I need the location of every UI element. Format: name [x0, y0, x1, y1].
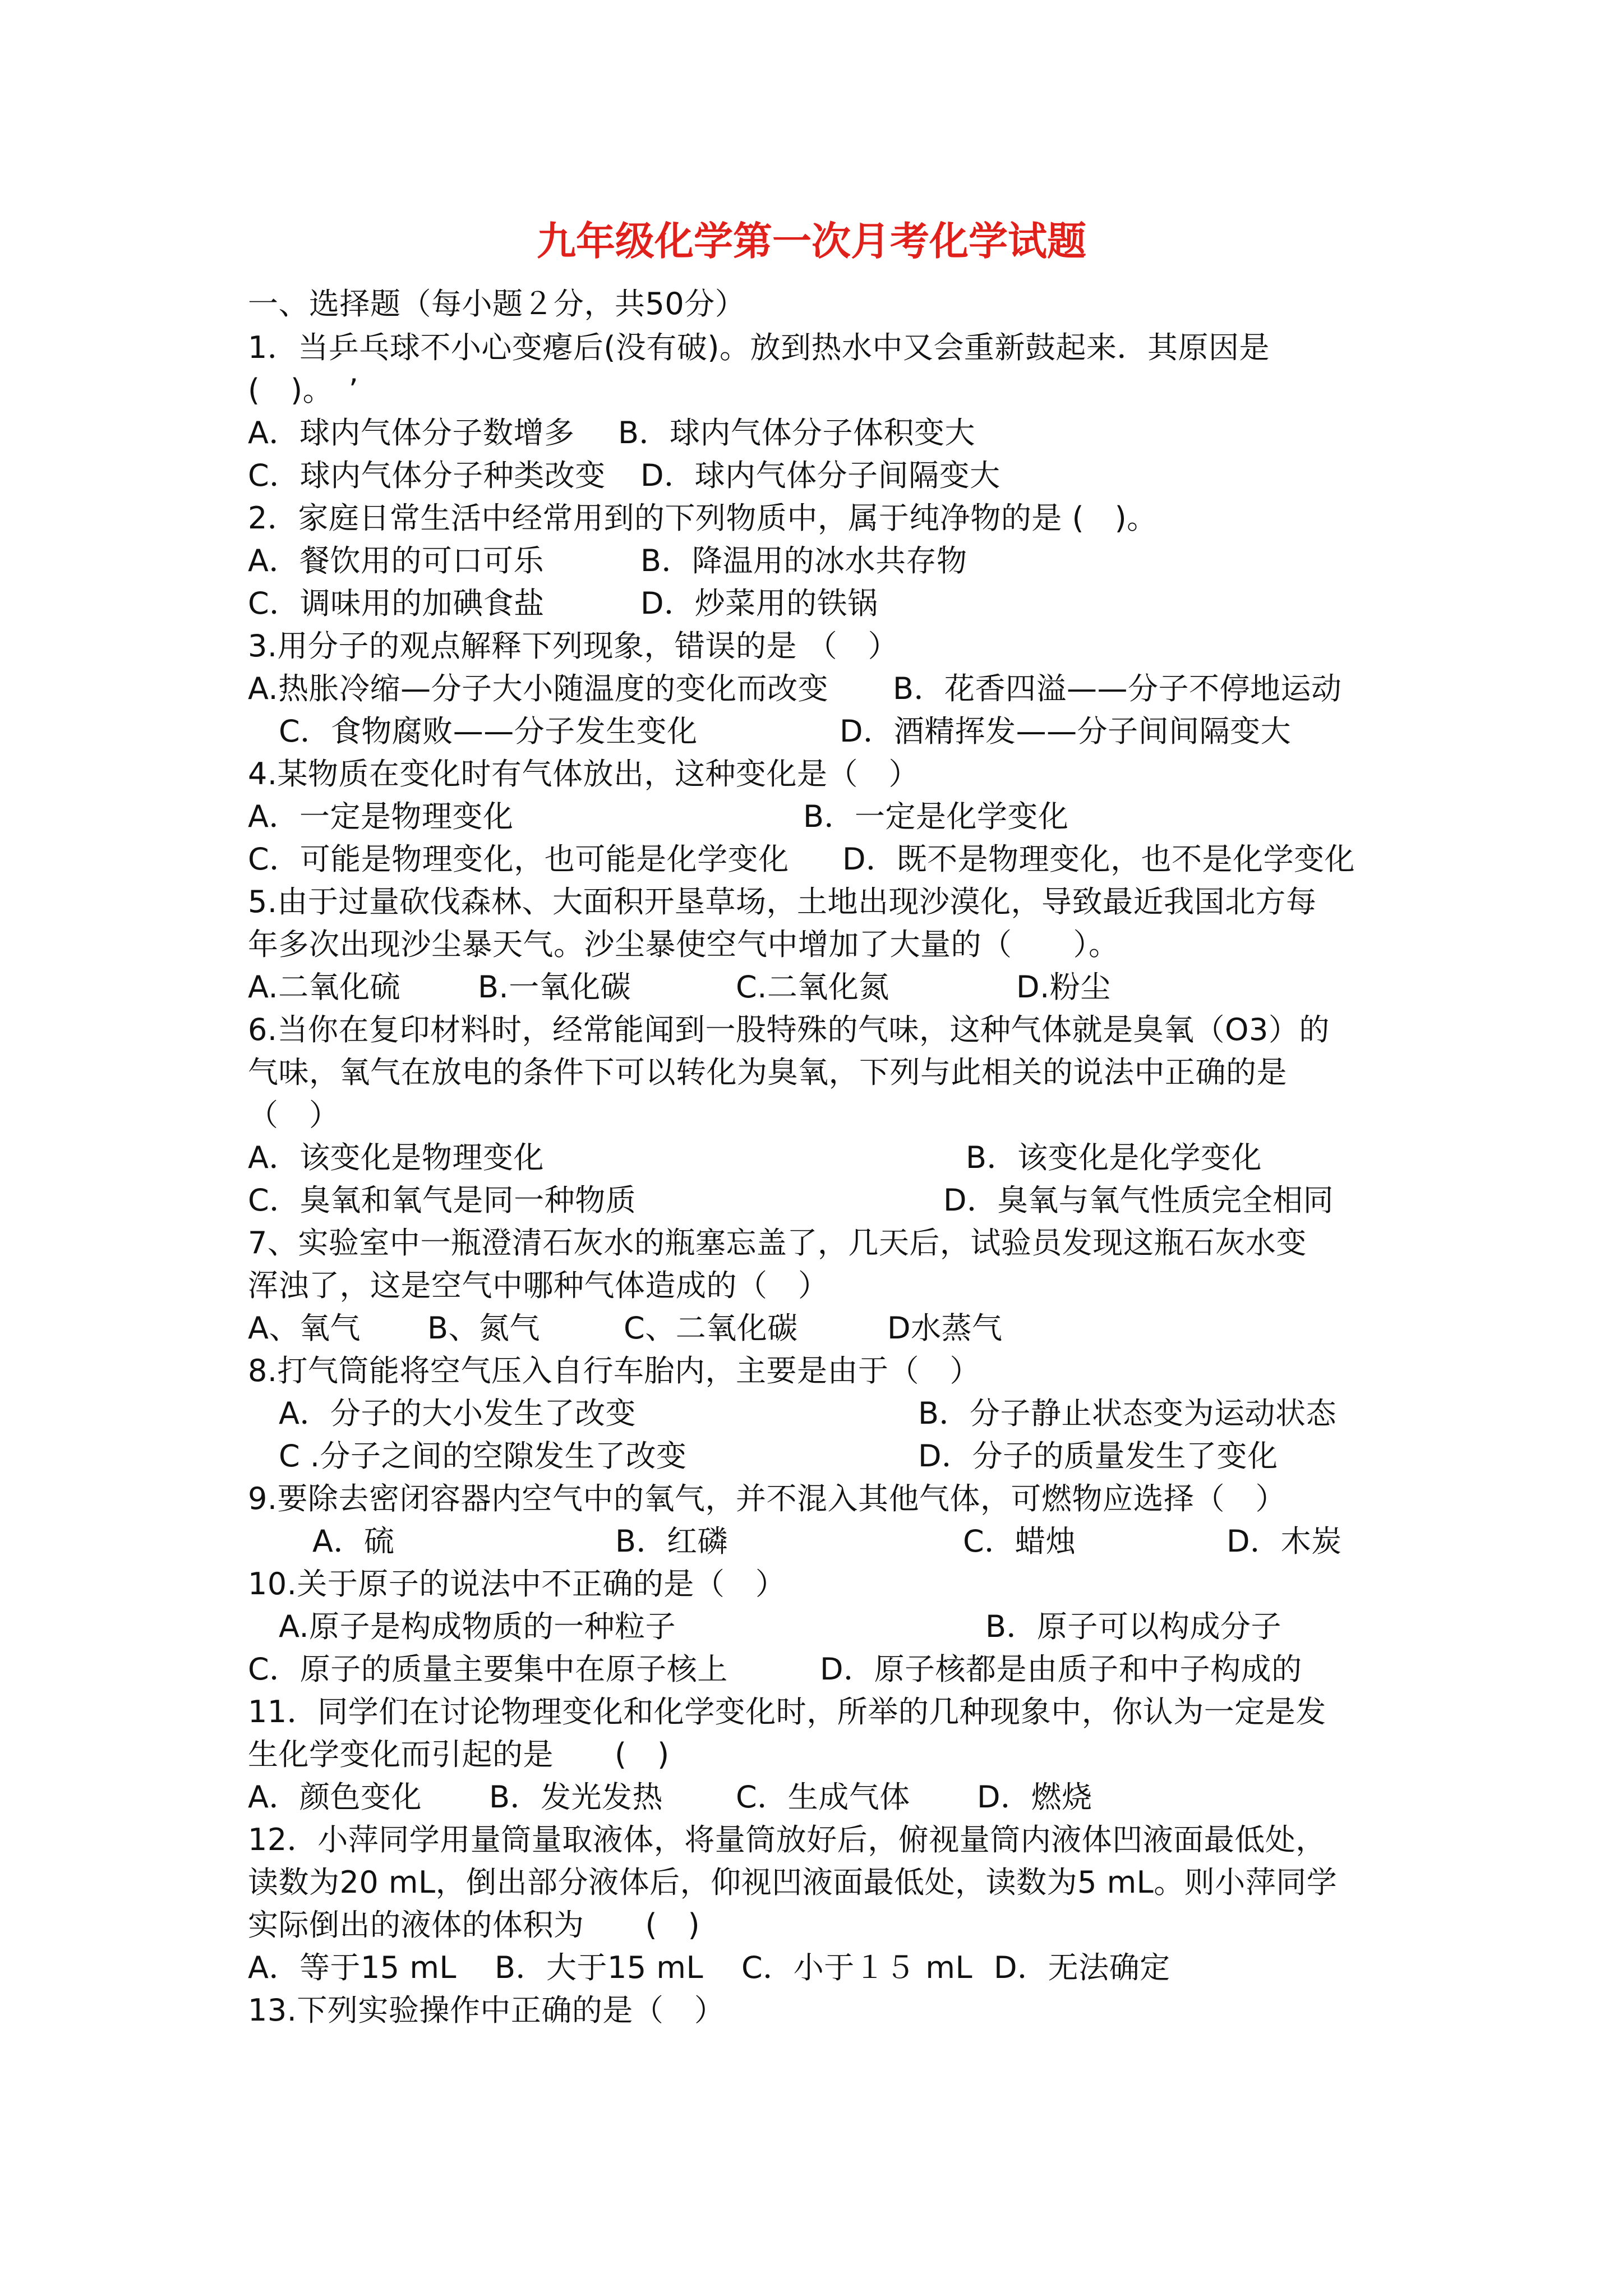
question-5-stem: 5.由于过量砍伐森林、大面积开垦草场，土地出现沙漠化，导致最近我国北方每 [248, 884, 1317, 919]
question-8-options-row1 [279, 1392, 1337, 1435]
option-c: C．原子的质量主要集中在原子核上 [248, 1651, 728, 1687]
option-a: A、氧气 [248, 1310, 361, 1346]
option-c: C．小于１５ mL [741, 1950, 973, 1985]
option-d: D．酒精挥发——分子间间隔变大 [840, 714, 1292, 749]
question-2-options-row2 [248, 582, 878, 625]
option-b: B．该变化是化学变化 [966, 1140, 1262, 1175]
question-9-stem: 9.要除去密闭容器内空气中的氧气，并不混入其他气体，可燃物应选择（ ） [248, 1481, 1287, 1516]
option-a: A．颜色变化 [248, 1779, 422, 1815]
option-a: A．分子的大小发生了改变 [279, 1396, 636, 1431]
option-a: A.热胀冷缩—分子大小随温度的变化而改变 [248, 671, 829, 706]
question-1-stem: 1．当乒乓球不小心变瘪后(没有破)。放到热水中又会重新鼓起来．其原因是 [248, 330, 1270, 365]
option-c: C．可能是物理变化，也可能是化学变化 [248, 841, 789, 877]
question-6-options-row1 [248, 1137, 1262, 1179]
option-a: A．球内气体分子数增多 [248, 415, 575, 450]
option-d: D．臭氧与氧气性质完全相同 [943, 1182, 1334, 1218]
question-10-options-row1 [279, 1605, 1282, 1648]
option-a: A．等于15 mL [248, 1950, 457, 1985]
option-b: B．大于15 mL [495, 1950, 704, 1985]
option-d: D.粉尘 [1016, 969, 1111, 1005]
question-8-options-row2 [279, 1435, 1278, 1478]
page-title: 九年级化学第一次月考化学试题 [537, 218, 1086, 264]
question-4-options-row2 [248, 838, 1355, 881]
question-6-options-row2 [248, 1179, 1334, 1222]
question-6-stem-blank: （ ） [248, 1097, 340, 1133]
option-b: B．降温用的冰水共存物 [640, 543, 967, 578]
option-a: A．一定是物理变化 [248, 799, 514, 834]
option-c: C．调味用的加碘食盐 [248, 586, 545, 621]
option-a: A.二氧化硫 [248, 969, 401, 1005]
question-11-stem-cont: 生化学变化而引起的是 ( ) [248, 1737, 670, 1772]
question-10-stem: 10.关于原子的说法中不正确的是（ ） [248, 1566, 786, 1602]
option-d: D．球内气体分子间隔变大 [640, 458, 1000, 493]
section-heading: 一、选择题（每小题２分，共50分） [248, 286, 746, 321]
question-4-options-row1 [248, 795, 1069, 838]
option-c: C．生成气体 [736, 1779, 910, 1815]
question-3-stem: 3.用分子的观点解释下列现象，错误的是 （ ） [248, 628, 899, 664]
question-2-options-row1 [248, 540, 967, 582]
option-c: C．食物腐败——分子发生变化 [279, 714, 698, 749]
question-7-stem: 7、实验室中一瓶澄清石灰水的瓶塞忘盖了，几天后，试验员发现这瓶石灰水变 [248, 1225, 1307, 1260]
question-6-stem-cont: 气味，氧气在放电的条件下可以转化为臭氧，下列与此相关的说法中正确的是 [248, 1055, 1287, 1090]
question-7-options [248, 1307, 1003, 1350]
question-13-stem: 13.下列实验操作中正确的是（ ） [248, 1993, 725, 2028]
option-b: B.一氧化碳 [478, 969, 631, 1005]
option-d: D．炒菜用的铁锅 [640, 586, 878, 621]
option-c: C．蜡烛 [963, 1524, 1076, 1559]
option-a: A．硫 [312, 1524, 395, 1559]
question-12-stem-cont: 读数为20 mL，倒出部分液体后，仰视凹液面最低处，读数为5 mL。则小萍同学 [248, 1865, 1338, 1900]
question-12-options [248, 1947, 1170, 1989]
question-4-stem: 4.某物质在变化时有气体放出，这种变化是（ ） [248, 756, 920, 792]
question-6-stem: 6.当你在复印材料时，经常能闻到一股特殊的气味，这种气体就是臭氧（O3）的 [248, 1012, 1330, 1047]
question-1-options-row2 [248, 454, 1000, 497]
option-a: A．餐饮用的可口可乐 [248, 543, 544, 578]
question-8-stem: 8.打气筒能将空气压入自行车胎内，主要是由于（ ） [248, 1353, 981, 1388]
option-c: C．臭氧和氧气是同一种物质 [248, 1182, 637, 1218]
option-d: D．无法确定 [994, 1950, 1170, 1985]
option-a: A.原子是构成物质的一种粒子 [279, 1609, 676, 1644]
option-c: C．球内气体分子种类改变 [248, 458, 606, 493]
option-b: B．分子静止状态变为运动状态 [918, 1396, 1337, 1431]
question-11-stem: 11．同学们在讨论物理变化和化学变化时，所举的几种现象中，你认为一定是发 [248, 1694, 1326, 1729]
option-d: D．燃烧 [977, 1779, 1092, 1815]
option-a: A．该变化是物理变化 [248, 1140, 544, 1175]
question-11-options [248, 1776, 1092, 1819]
question-5-stem-cont: 年多次出现沙尘暴天气。沙尘暴使空气中增加了大量的（ ）。 [248, 927, 1119, 962]
question-12-stem-cont2: 实际倒出的液体的体积为 ( ) [248, 1907, 700, 1943]
option-b: B．原子可以构成分子 [985, 1609, 1282, 1644]
question-10-options-row2 [248, 1648, 1302, 1691]
question-2-stem: 2．家庭日常生活中经常用到的下列物质中，属于纯净物的是 ( )。 [248, 500, 1158, 536]
question-5-options [248, 966, 1111, 1009]
option-c: C.二氧化氮 [736, 969, 889, 1005]
option-b: B．花香四溢——分子不停地运动 [893, 671, 1342, 706]
option-b: B．球内气体分子体积变大 [618, 415, 976, 450]
option-d: D水蒸气 [887, 1310, 1003, 1346]
question-1-stem-cont: ( )。 ’ [248, 372, 359, 408]
question-12-stem: 12．小萍同学用量筒量取液体，将量筒放好后，俯视量筒内液体凹液面最低处， [248, 1822, 1326, 1857]
option-d: D．木炭 [1227, 1524, 1342, 1559]
question-9-options [312, 1520, 1342, 1563]
option-b: B、氮气 [427, 1310, 541, 1346]
option-d: D．既不是物理变化，也不是化学变化 [842, 841, 1355, 877]
question-7-stem-cont: 浑浊了，这是空气中哪种气体造成的（ ） [248, 1268, 829, 1303]
option-d: D．原子核都是由质子和中子构成的 [820, 1651, 1302, 1687]
option-b: B．一定是化学变化 [803, 799, 1069, 834]
question-3-options-row2 [279, 710, 1292, 753]
option-b: B．红磷 [615, 1524, 728, 1559]
option-c: C、二氧化碳 [624, 1310, 798, 1346]
option-b: B．发光发热 [489, 1779, 663, 1815]
option-d: D．分子的质量发生了变化 [918, 1438, 1278, 1474]
question-3-options-row1 [248, 668, 1342, 710]
question-1-options-row1 [248, 412, 976, 454]
option-c: C .分子之间的空隙发生了改变 [279, 1438, 687, 1474]
